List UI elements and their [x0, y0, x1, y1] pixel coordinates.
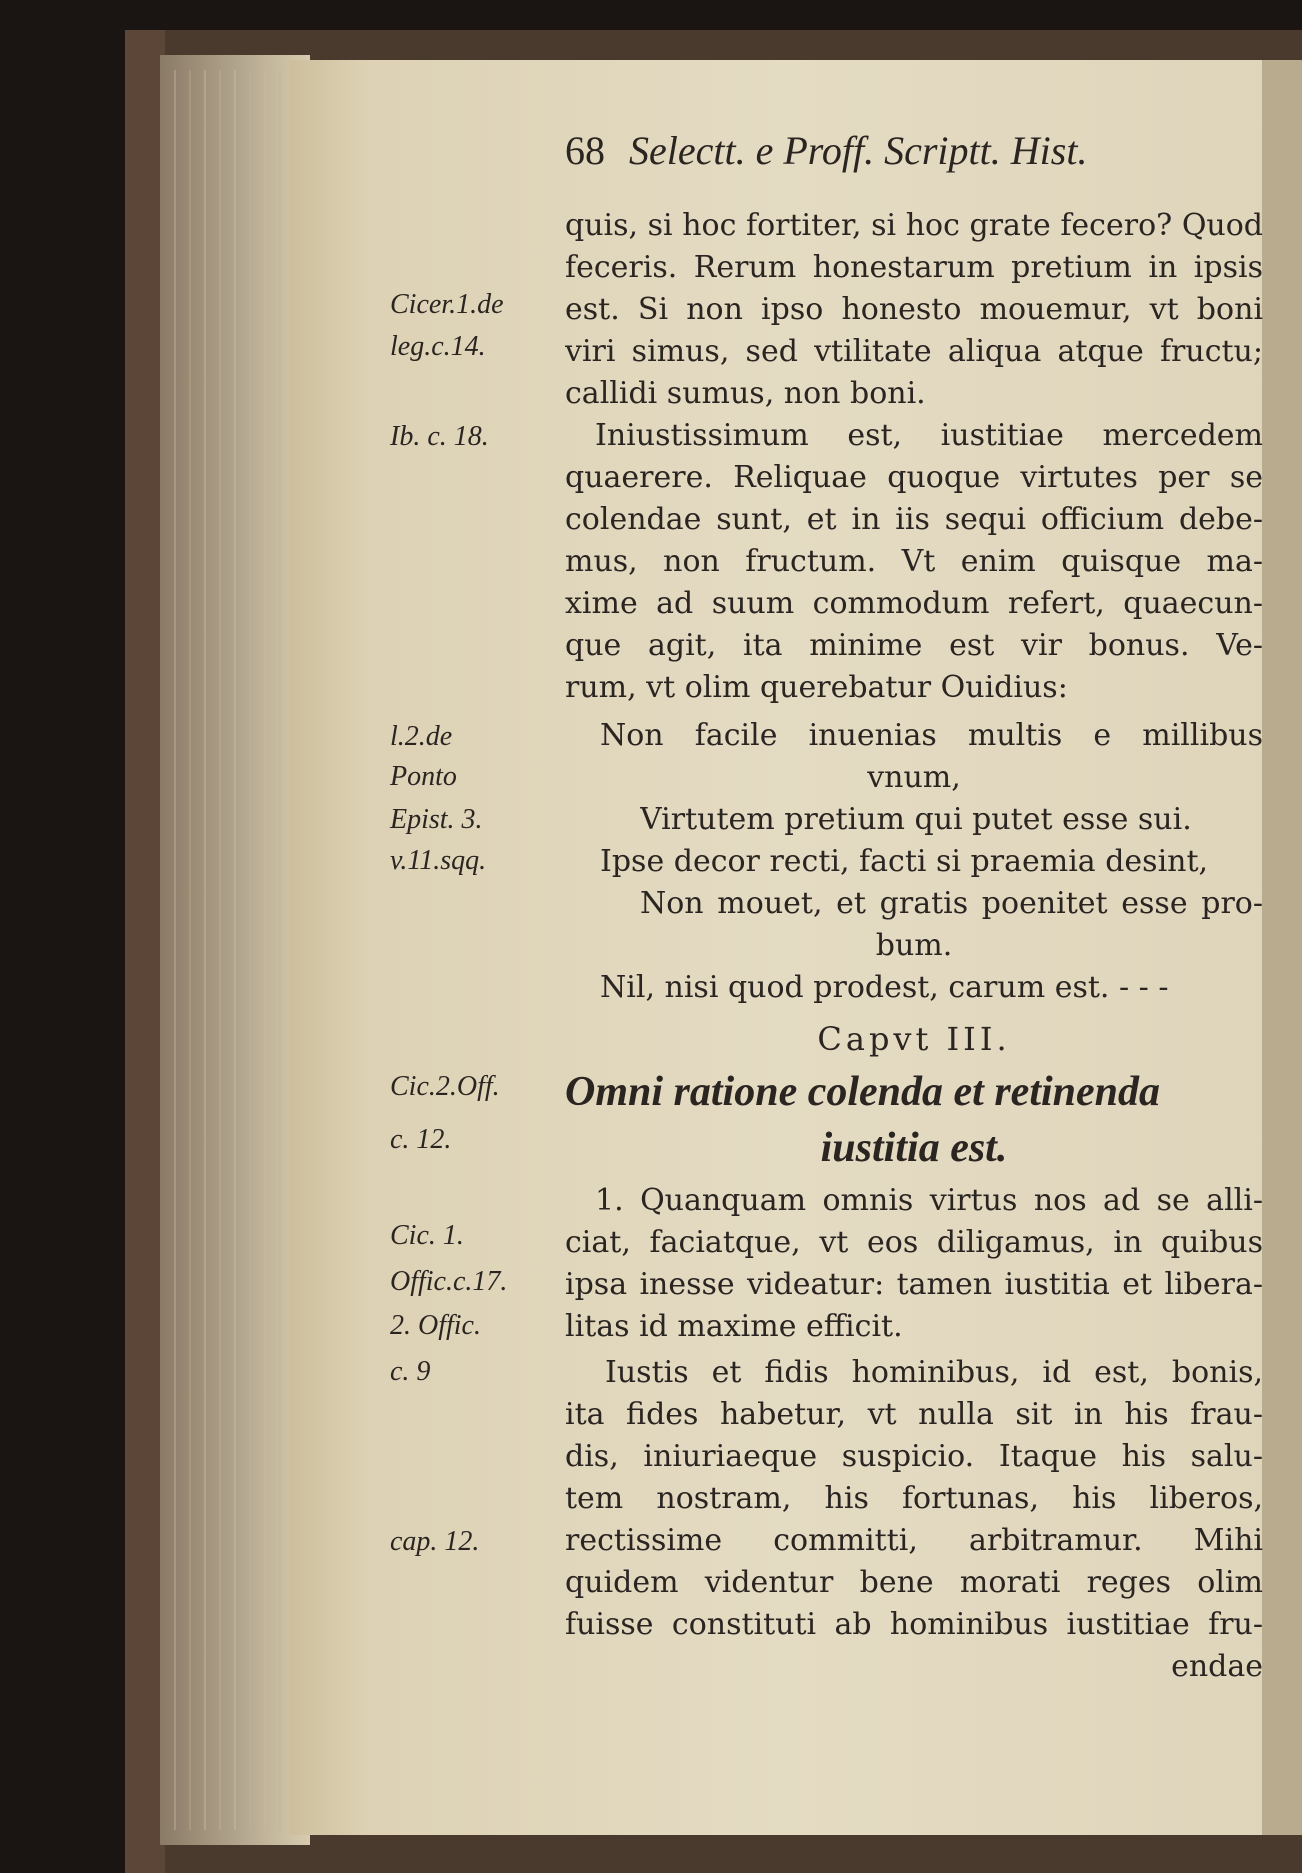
running-title: Selectt. e Proff. Scriptt. Hist. — [629, 128, 1088, 173]
text-line: tem nostram, his fortunas, his liberos, — [565, 1481, 1263, 1516]
text-line: viri simus, sed vtilitate aliqua atque fructu; — [565, 334, 1263, 369]
margin-note: Ponto — [390, 761, 457, 792]
margin-note: c. 9 — [390, 1356, 431, 1387]
text-line: quidem videntur bene morati reges olim — [565, 1565, 1263, 1600]
text-line: 1. Quanquam omnis virtus nos ad se alli- — [595, 1183, 1263, 1218]
margin-note: Epist. 3. — [390, 804, 483, 835]
verse-line: Virtutem pretium qui putet esse sui. — [640, 802, 1192, 837]
margin-note: 2. Offic. — [390, 1310, 481, 1341]
margin-note: cap. 12. — [390, 1526, 480, 1557]
margin-note: v.11.sqq. — [390, 845, 487, 876]
text-line: callidi sumus, non boni. — [565, 376, 926, 411]
verse-line: Non mouet, et gratis poenitet esse pro- — [640, 886, 1263, 921]
margin-note: c. 12. — [390, 1124, 452, 1155]
text-line: ciat, faciatque, vt eos diligamus, in quibus — [565, 1225, 1263, 1260]
verse-line: Non facile inuenias multis e millibus — [600, 718, 1263, 753]
text-line: quaerere. Reliquae quoque virtutes per se — [565, 460, 1263, 495]
text-line: feceris. Rerum honestarum pretium in ipsis — [565, 250, 1263, 285]
verse-line: Ipse decor recti, facti si praemia desint, — [600, 844, 1209, 879]
text-line: est. Si non ipso honesto mouemur, vt boni — [565, 292, 1263, 327]
catchword: endae — [1171, 1649, 1263, 1684]
chapter-title-line: iustitia est. — [820, 1125, 1008, 1171]
chapter-title-line: Omni ratione colenda et retinenda — [565, 1069, 1161, 1115]
margin-note: leg.c.14. — [390, 331, 486, 362]
running-header — [565, 120, 1265, 182]
text-line: quis, si hoc fortiter, si hoc grate fecero? Quod — [565, 208, 1263, 243]
text-line: Iniustissimum est, iustitiae mercedem — [595, 418, 1263, 453]
text-line: que agit, ita minime est vir bonus. Ve- — [565, 628, 1263, 663]
verse-line: Nil, nisi quod prodest, carum est. - - - — [600, 970, 1169, 1005]
margin-note: Cicer.1.de — [390, 289, 504, 320]
text-line: dis, iniuriaeque suspicio. Itaque his salu- — [565, 1439, 1263, 1474]
margin-note: Cic. 1. — [390, 1220, 464, 1251]
text-line: mus, non fructum. Vt enim quisque ma- — [565, 544, 1263, 579]
verse-line: bum. — [875, 928, 953, 963]
chapter-heading: Capvt III. — [817, 1020, 1011, 1058]
text-line: xime ad suum commodum refert, quaecun- — [565, 586, 1263, 621]
text-line: rum, vt olim querebatur Ouidius: — [565, 670, 1068, 705]
text-line: ita fides habetur, vt nulla sit in his frau- — [565, 1397, 1263, 1432]
text-line: litas id maxime efficit. — [565, 1309, 903, 1344]
text-line: Iustis et fidis hominibus, id est, bonis, — [605, 1355, 1263, 1390]
margin-note: Ib. c. 18. — [390, 421, 489, 452]
text-line: ipsa inesse videatur: tamen iustitia et libera- — [565, 1267, 1263, 1302]
text-line: rectissime committi, arbitramur. Mihi — [565, 1523, 1263, 1558]
verse-line: vnum, — [867, 760, 961, 795]
page-number: 68 — [565, 128, 605, 173]
margin-note: l.2.de — [390, 721, 453, 752]
margin-note: Offic.c.17. — [390, 1266, 508, 1297]
margin-note: Cic.2.Off. — [390, 1071, 500, 1102]
text-line: fuisse constituti ab hominibus iustitiae fru- — [565, 1607, 1263, 1642]
text-line: colendae sunt, et in iis sequi officium debe- — [565, 502, 1263, 537]
